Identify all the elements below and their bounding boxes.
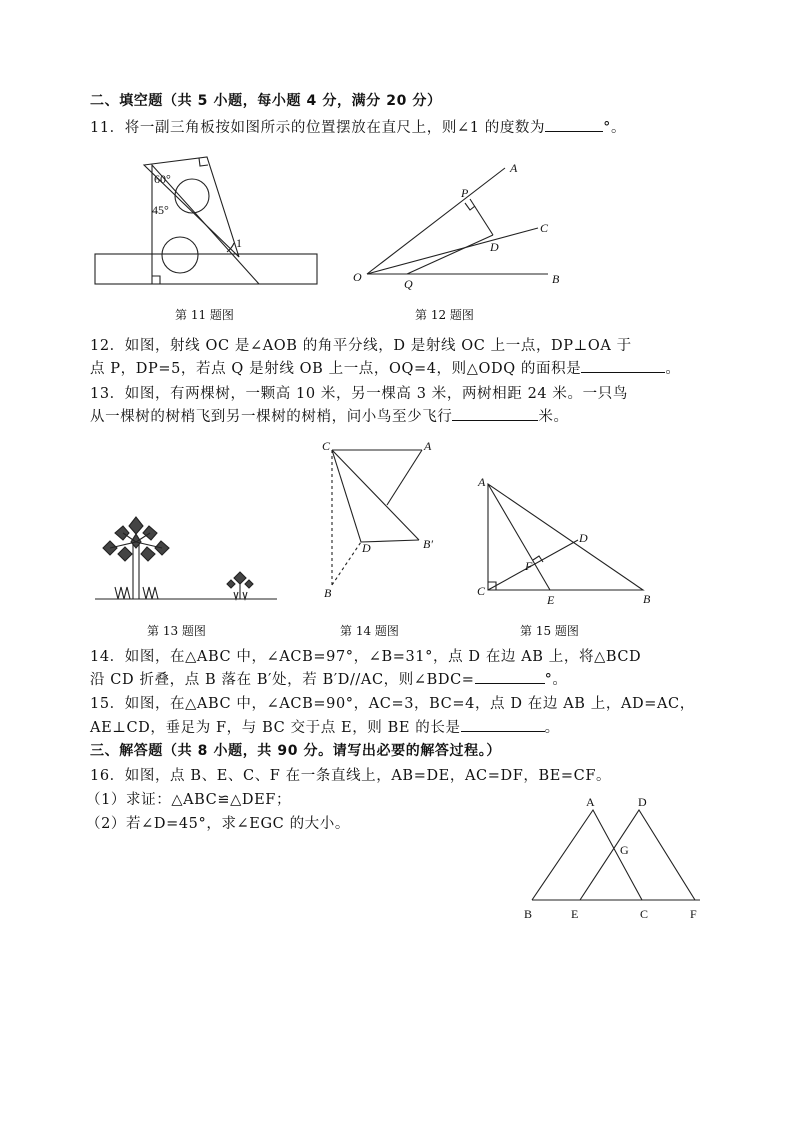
label-B: B	[552, 272, 560, 286]
q13-stem: 从一棵树的树梢飞到另一棵树的树梢，问小鸟至少飞行	[90, 409, 453, 425]
label-C: C	[322, 439, 331, 453]
label-G: G	[620, 843, 629, 857]
q14-answer-blank	[475, 670, 545, 684]
right-angle-mark-b	[152, 276, 160, 284]
label-B: B	[524, 907, 533, 921]
label-F: F	[690, 907, 697, 921]
label-E: E	[571, 907, 579, 921]
q13-line1: 13．如图，有两棵树，一颗高 10 米，另一棵高 3 米，两树相距 24 米。一只鸟	[90, 386, 628, 402]
label-P: P	[461, 186, 469, 200]
q12-answer-blank	[581, 359, 665, 373]
segment-ae	[488, 484, 550, 590]
label-E: E	[547, 593, 555, 607]
label-A: A	[586, 795, 595, 809]
figure-12	[350, 160, 570, 295]
label-D: D	[638, 795, 647, 809]
short-tree	[227, 572, 253, 599]
right-angle-mark-f	[533, 556, 543, 562]
label-A: A	[478, 475, 486, 489]
figure-11	[94, 155, 320, 290]
q11-text	[90, 116, 626, 137]
label-C: C	[640, 907, 649, 921]
q11-stem: 11．将一副三角板按如图所示的位置摆放在直尺上，则∠1 的度数为	[90, 120, 546, 136]
segment-cd	[488, 540, 578, 590]
label-D: D	[490, 240, 499, 254]
label-F: F	[525, 559, 533, 573]
q15-line2	[90, 716, 560, 737]
right-angle-mark-a	[199, 158, 208, 166]
segment-dp	[470, 199, 493, 235]
label-A: A	[424, 439, 432, 453]
q13-end: 米。	[538, 409, 569, 425]
triangle-abc	[488, 484, 643, 590]
label-60: 60°	[154, 172, 171, 186]
tall-tree-leaves	[103, 517, 169, 561]
label-1: 1	[236, 236, 242, 250]
caption-11: 第 11 题图	[175, 308, 234, 322]
figure-14	[316, 435, 446, 605]
label-D: D	[362, 541, 371, 555]
label-B-prime: B′	[423, 537, 433, 551]
figure-16	[520, 792, 710, 927]
q16-part2: （2）若∠D=45°，求∠EGC 的大小。	[86, 816, 350, 832]
circle-bottom	[162, 237, 198, 273]
q15-answer-blank	[461, 718, 545, 732]
q15-end: 。	[544, 720, 560, 736]
label-O: O	[353, 270, 362, 284]
q13-line2	[90, 405, 569, 426]
q15-stem: AE⊥CD，垂足为 F，与 BC 交于点 E，则 BE 的长是	[90, 720, 461, 736]
label-45: 45°	[152, 203, 169, 217]
q11-answer-blank	[545, 118, 603, 132]
ray-oc	[367, 228, 538, 274]
label-D: D	[579, 531, 588, 545]
grass	[115, 587, 158, 599]
figure-13	[95, 512, 280, 604]
label-C: C	[477, 584, 486, 598]
q12-line1: 12．如图，射线 OC 是∠AOB 的角平分线，D 是射线 OC 上一点，DP⊥OA 于	[90, 338, 632, 354]
label-Q: Q	[404, 277, 413, 291]
caption-12: 第 12 题图	[415, 308, 474, 322]
q13-answer-blank	[452, 407, 538, 421]
q16-part1: （1）求证：△ABC≌△DEF；	[86, 792, 292, 808]
label-C: C	[540, 221, 549, 235]
segment-a-fold	[387, 450, 422, 505]
triangle-def	[580, 810, 695, 900]
label-B: B	[324, 586, 332, 600]
caption-13: 第 13 题图	[147, 624, 206, 638]
q11-suffix: °。	[603, 120, 627, 136]
figure-15	[475, 470, 660, 605]
caption-14: 第 14 题图	[340, 624, 399, 638]
segment-cb-prime	[332, 450, 419, 540]
section-3-heading: 三、解答题（共 8 小题，共 90 分。请写出必要的解答过程。）	[90, 743, 501, 759]
q14-line1: 14．如图，在△ABC 中，∠ACB=97°，∠B=31°，点 D 在边 AB 上，将△BCD	[90, 649, 642, 665]
q14-stem: 沿 CD 折叠，点 B 落在 B′处，若 B′D//AC，则∠BDC=	[90, 672, 475, 688]
label-A: A	[510, 161, 518, 175]
ruler	[95, 254, 317, 284]
q15-line1: 15．如图，在△ABC 中，∠ACB=90°，AC=3，BC=4，点 D 在边 AB 上，AD=AC，	[90, 696, 695, 712]
segment-dq	[407, 235, 493, 274]
q14-end: °。	[544, 672, 568, 688]
label-B: B	[643, 592, 651, 606]
q12-line2	[90, 357, 680, 378]
q12-end: 。	[665, 361, 681, 377]
q16-line1: 16．如图，点 B、E、C、F 在一条直线上，AB=DE，AC=DF，BE=CF。	[90, 768, 612, 784]
segment-cd	[332, 450, 361, 542]
segment-bd-dashed	[332, 542, 361, 585]
q12-stem: 点 P，DP=5，若点 Q 是射线 OB 上一点，OQ=4，则△ODQ 的面积是	[90, 361, 582, 377]
caption-15: 第 15 题图	[520, 624, 579, 638]
q14-line2	[90, 668, 568, 689]
section-2-heading: 二、填空题（共 5 小题，每小题 4 分，满分 20 分）	[90, 93, 442, 109]
